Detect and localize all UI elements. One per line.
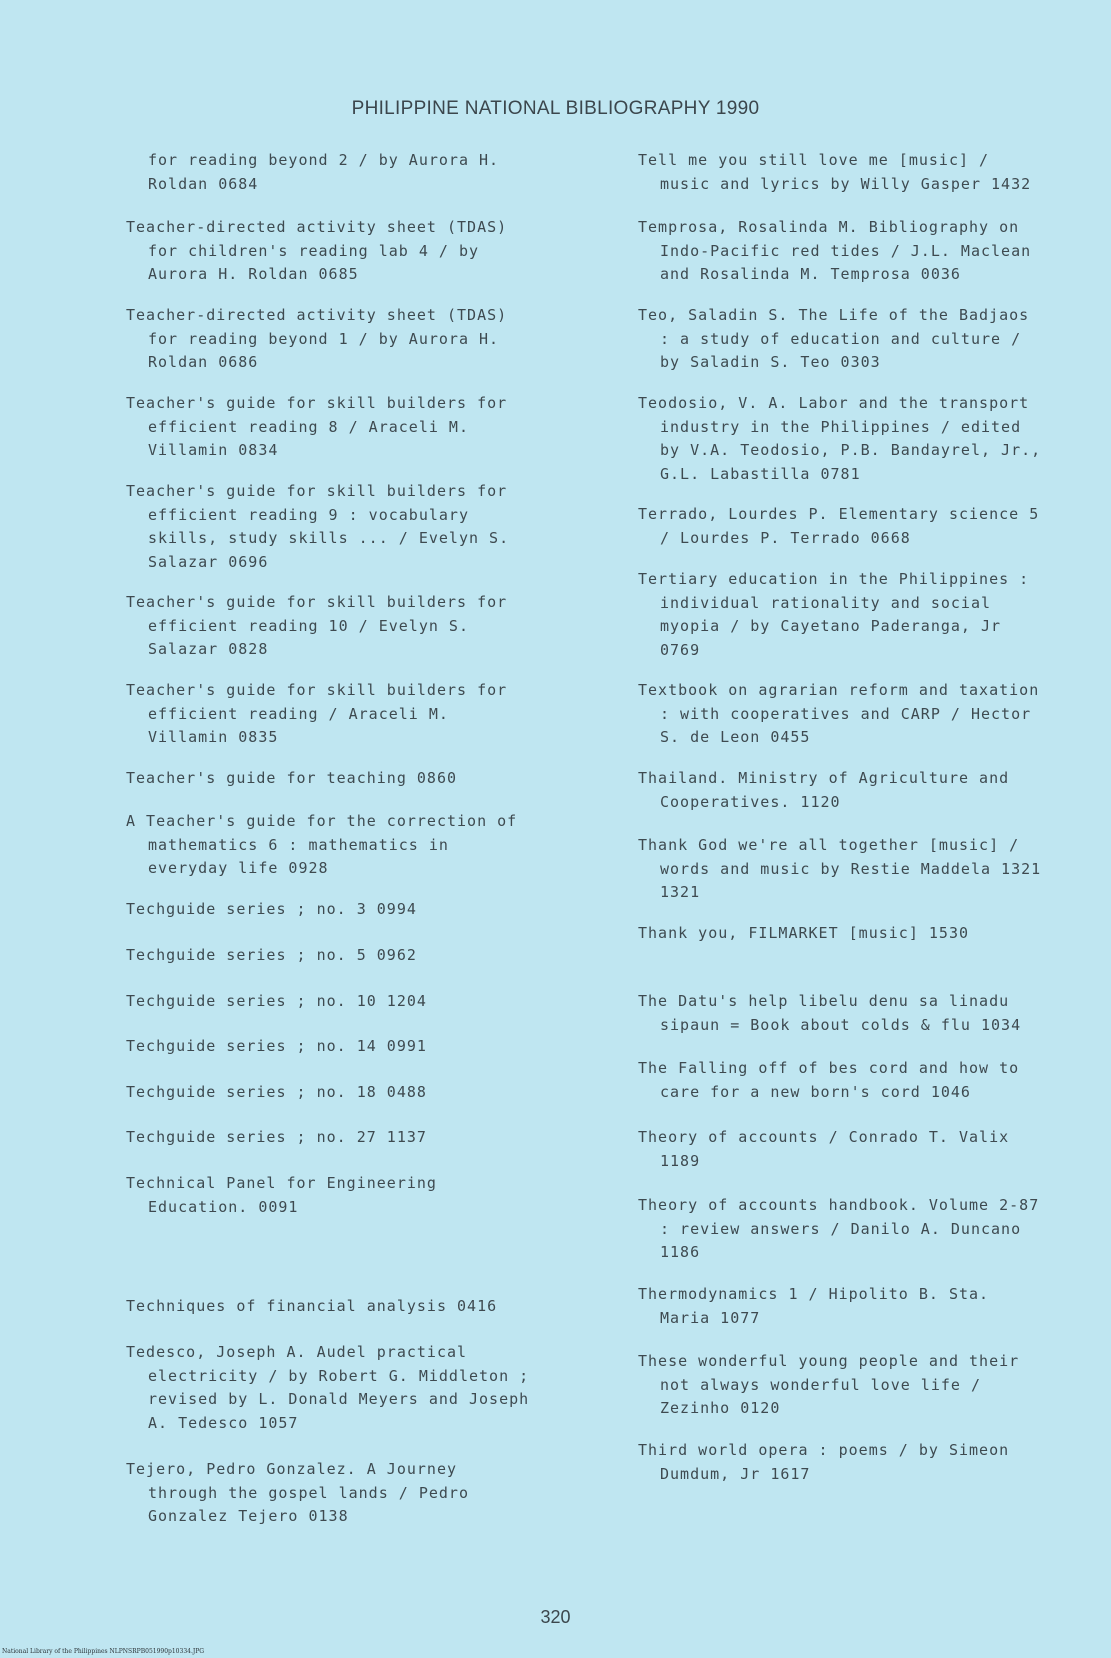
index-entry: Third world opera : poems / by Simeon Dumdum, Jr 1617 — [638, 1441, 1010, 1483]
index-entry: Techguide series ; no. 10 1204 — [126, 992, 427, 1010]
index-entry: Theory of accounts / Conrado T. Valix 1189 — [638, 1128, 1010, 1170]
index-entry: These wonderful young people and their not always wonderful love life / Zezinho 0120 — [638, 1352, 1020, 1417]
index-entry: Thank God we're all together [music] / words and music by Restie Maddela 1321 1321 — [638, 836, 1042, 901]
index-entry: Thailand. Ministry of Agriculture and Cooperatives. 1120 — [638, 769, 1010, 811]
index-entry: Temprosa, Rosalinda M. Bibliography on Indo-Pacific red tides / J.L. Maclean and Rosalinda M. Temprosa 0036 — [638, 218, 1032, 283]
scan-footer-note: National Library of the Philippines NLPNSRPB051990p10334.JPG — [2, 1648, 205, 1655]
index-entry: Teacher's guide for skill builders for efficient reading 9 : vocabulary skills, study skills ... / Evelyn S. Salazar 0696 — [126, 482, 510, 571]
page-number: 320 — [540, 1607, 571, 1627]
index-entry: Teacher's guide for teaching 0860 — [126, 769, 458, 787]
index-entry: Teacher's guide for skill builders for efficient reading 10 / Evelyn S. Salazar 0828 — [126, 593, 508, 658]
index-entry: The Datu's help libelu denu sa linadu sipaun = Book about colds & flu 1034 — [638, 992, 1022, 1034]
index-entry: Thermodynamics 1 / Hipolito B. Sta. Maria 1077 — [638, 1285, 990, 1327]
index-entry: Techguide series ; no. 3 0994 — [126, 900, 417, 918]
index-entry: Teacher's guide for skill builders for efficient reading 8 / Araceli M. Villamin 0834 — [126, 394, 508, 459]
index-entry: A Teacher's guide for the correction of mathematics 6 : mathematics in everyday life 0928 — [126, 812, 518, 877]
index-entry: Textbook on agrarian reform and taxation : with cooperatives and CARP / Hector S. de Leon 0455 — [638, 681, 1040, 746]
index-entry: Thank you, FILMARKET [music] 1530 — [638, 924, 970, 942]
index-entry: Techguide series ; no. 18 0488 — [126, 1083, 427, 1101]
index-entry: Techguide series ; no. 27 1137 — [126, 1128, 427, 1146]
index-entry: Tejero, Pedro Gonzalez. A Journey through the gospel lands / Pedro Gonzalez Tejero 0138 — [126, 1460, 469, 1525]
index-entry: Tedesco, Joseph A. Audel practical electricity / by Robert G. Middleton ; revised by L. Donald Meyers and Joseph A. Tedesco 1057 — [126, 1343, 530, 1432]
index-entry: Teacher-directed activity sheet (TDAS) for children's reading lab 4 / by Aurora H. Roldan 0685 — [126, 218, 508, 283]
index-entry: for reading beyond 2 / by Aurora H. Roldan 0684 — [148, 151, 500, 193]
index-entry: Tertiary education in the Philippines : individual rationality and social myopia / by Cayetano Paderanga, Jr 0769 — [638, 570, 1030, 659]
page-header: PHILIPPINE NATIONAL BIBLIOGRAPHY 1990 — [351, 98, 760, 119]
index-entry: Teacher's guide for skill builders for efficient reading / Araceli M. Villamin 0835 — [126, 681, 508, 746]
index-entry: Teo, Saladin S. The Life of the Badjaos : a study of education and culture / by Saladin S. Teo 0303 — [638, 306, 1030, 371]
index-entry: Techguide series ; no. 14 0991 — [126, 1037, 427, 1055]
index-entry: Theory of accounts handbook. Volume 2-87 : review answers / Danilo A. Duncano 1186 — [638, 1196, 1040, 1261]
index-entry: Technical Panel for Engineering Education. 0091 — [126, 1174, 437, 1216]
index-entry: The Falling off of bes cord and how to care for a new born's cord 1046 — [638, 1059, 1020, 1101]
index-entry: Techguide series ; no. 5 0962 — [126, 946, 417, 964]
index-entry: Teacher-directed activity sheet (TDAS) for reading beyond 1 / by Aurora H. Roldan 0686 — [126, 306, 508, 371]
index-entry: Tell me you still love me [music] / music and lyrics by Willy Gasper 1432 — [638, 151, 1032, 193]
index-entry: Terrado, Lourdes P. Elementary science 5 / Lourdes P. Terrado 0668 — [638, 505, 1040, 547]
index-entry: Teodosio, V. A. Labor and the transport industry in the Philippines / edited by V.A. Teodosio, P.B. Bandayrel, Jr., G.L. Labastilla 0781 — [638, 394, 1042, 483]
index-entry: Techniques of financial analysis 0416 — [126, 1297, 498, 1315]
